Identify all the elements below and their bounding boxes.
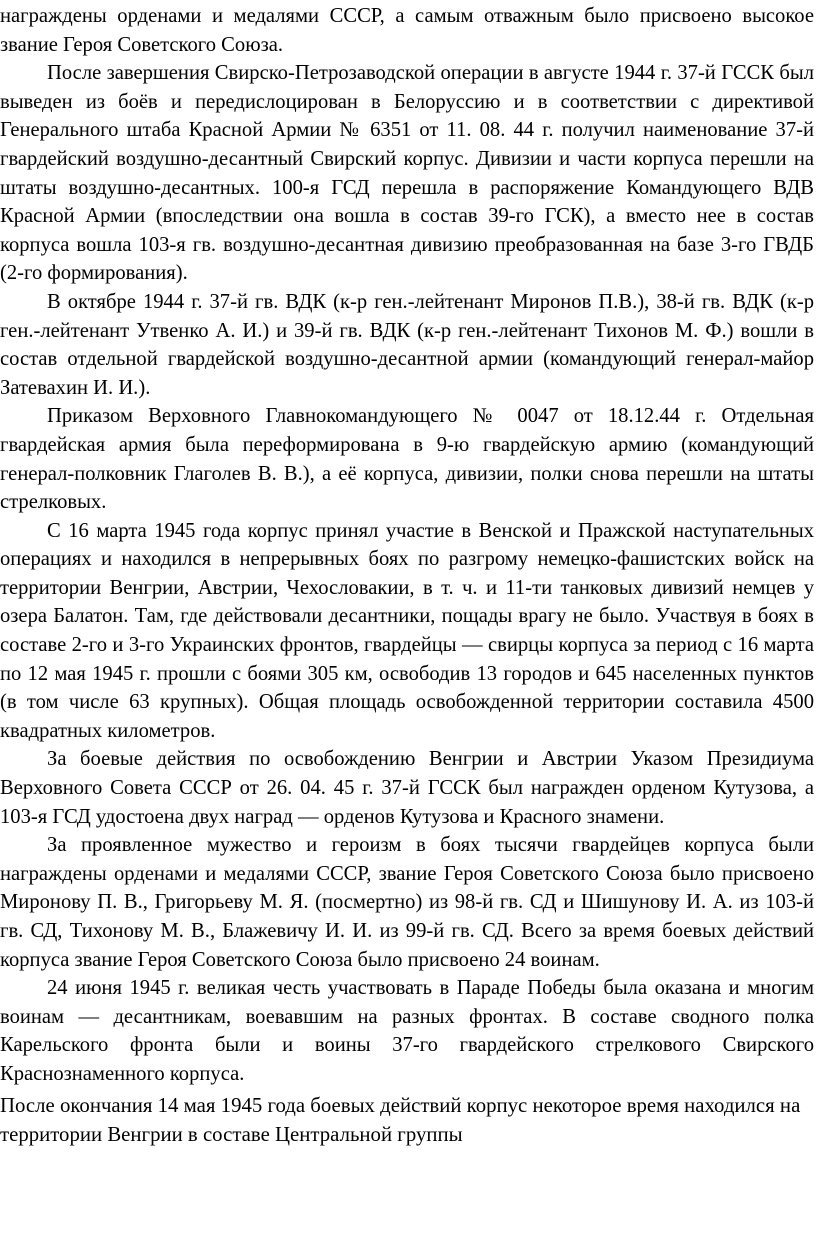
paragraph-9: После окончания 14 мая 1945 года боевых действий корпус некоторое время находился на территории Венгрии в составе Центральной группы [0, 1093, 801, 1146]
paragraph-1: награждены орденами и медалями СССР, а самым отважным было присвоено высокое звание Героя Советского Союза. [0, 5, 814, 56]
paragraph-6: За боевые действия по освобождению Венгрии и Австрии Указом Президиума Верховного Совета СССР от 26. 04. 45 г. 37-й ГССК был награжден орденом Кутузова, а 103-я ГСД удостоена двух наград — орденов Кутузова и Красного знамени. [0, 748, 814, 828]
paragraph-8: 24 июня 1945 г. великая честь участвовать в Параде Победы была оказана и многим воинам — десантникам, воевавшим на разных фронтах. В составе сводного полка Карельского фронта были и воины 37-го гвардейского стрелкового Свирского Краснознаменного корпуса. [0, 977, 814, 1085]
paragraph-3: В октябре 1944 г. 37-й гв. ВДК (к-р ген.-лейтенант Миронов П.В.), 38-й гв. ВДК (к-р ген.-лейтенант Утвенко А. И.) и 39-й гв. ВДК (к-р ген.-лейтенант Тихонов М. Ф.) вошли в состав отдельной гвардейской воздушно-десантной армии (командующий генерал-майор Затевахин И. И.). [0, 290, 814, 399]
paragraph-2: После завершения Свирско-Петрозаводской операции в августе 1944 г. 37-й ГССК был выведен из боёв и передислоцирован в Белоруссию и в соответствии с директивой Генерального штаба Красной Армии № 6351 от 11. 08. 44 г. получил наименование 37-й гвардейский воздушно-десантный Свирский корпус. Дивизии и части корпуса перешли на штаты воздушно-десантных. 100-я ГСД перешла в распоряжение Командующего ВДВ Красной Армии (впоследствии она вошла в состав 39-го ГСК), а вместо нее в состав корпуса вошла 103-я гв. воздушно-десантная дивизию преобразованная на базе 3-го ГВДБ (2-го формирования). [0, 62, 814, 285]
paragraph-4: Приказом Верховного Главнокомандующего № 0047 от 18.12.44 г. Отдельная гвардейская армия была переформирована в 9-ю гвардейскую армию (командующий генерал-полковник Глаголев В. В.), а её корпуса, дивизии, полки снова перешли на штаты стрелковых. [0, 405, 814, 514]
paragraph-5: С 16 марта 1945 года корпус принял участие в Венской и Пражской наступательных операциях и находился в непрерывных боях по разгрому немецко-фашистских войск на территории Венгрии, Австрии, Чехословакии, в т. ч. и 11-ти танковых дивизий немцев у озера Балатон. Там, где действовали десантники, пощады врагу не было. Участвуя в боях в составе 2-го и 3-го Украинских фронтов, гвардейцы — свирцы корпуса за период с 16 марта по 12 мая 1945 г. прошли с боями 305 км, освободив 13 городов и 645 населенных пунктов (в том числе 63 крупных). Общая площадь освобожденной территории составила 4500 квадратных километров. [0, 519, 814, 742]
paragraph-7: За проявленное мужество и героизм в боях тысячи гвардейцев корпуса были награждены орденами и медалями СССР, звание Героя Советского Союза было присвоено Миронову П. В., Григорьеву М. Я. (посмертно) из 98-й гв. СД и Шишунову И. А. из 103-й гв. СД, Тихонову М. В., Блажевичу И. И. из 99-й гв. СД. Всего за время боевых действий корпуса звание Героя Советского Союза было присвоено 24 воинам. [0, 834, 814, 971]
